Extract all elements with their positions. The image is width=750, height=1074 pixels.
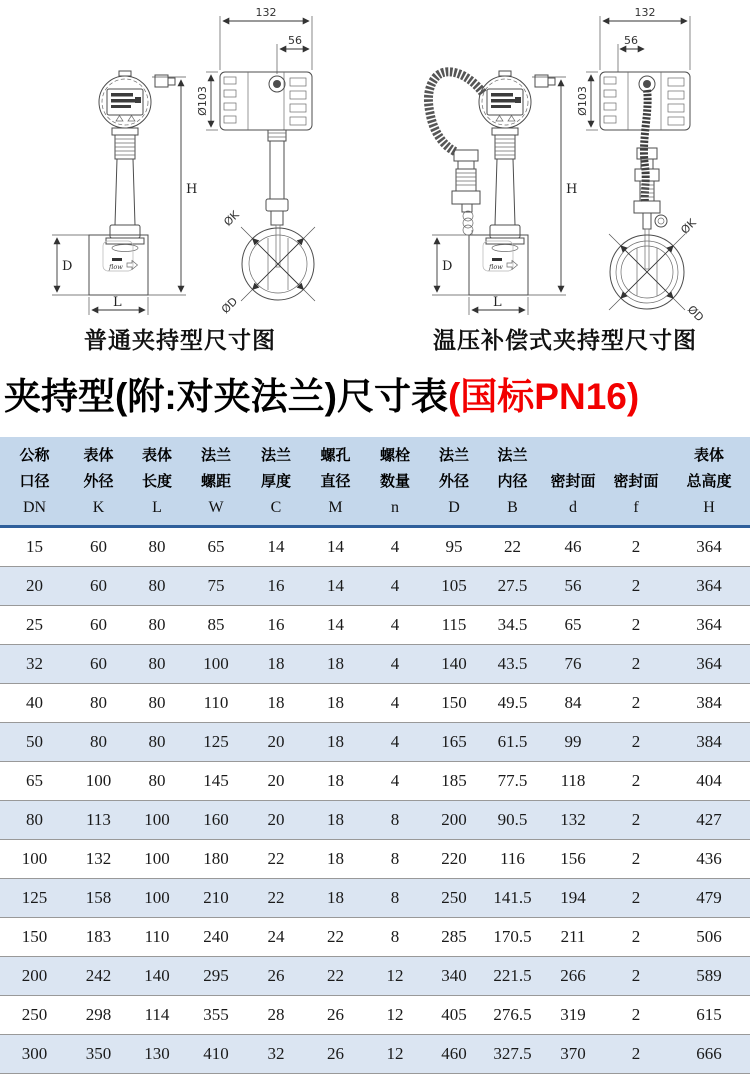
table-cell: 4 — [390, 615, 400, 634]
table-cell: 2 — [631, 654, 641, 673]
table-header-row — [0, 437, 750, 527]
table-cell: 60 — [90, 654, 107, 673]
table-row — [0, 567, 750, 606]
table-cell: 200 — [441, 810, 467, 829]
table-cell: 18 — [327, 771, 344, 790]
table-cell: 77.5 — [497, 771, 528, 790]
table-cell: 170.5 — [493, 927, 532, 946]
side-view-compensated — [576, 6, 706, 324]
table-cell: 65 — [26, 771, 43, 790]
table-cell: 160 — [203, 810, 229, 829]
table-cell: 26 — [267, 966, 285, 985]
table-cell: 84 — [564, 693, 582, 712]
table-cell: 156 — [560, 849, 586, 868]
table-row — [0, 840, 750, 879]
table-cell: 150 — [441, 693, 467, 712]
table-cell: 295 — [203, 966, 229, 985]
table-cell: 436 — [696, 849, 722, 868]
dimension-table — [0, 437, 750, 1074]
table-row — [0, 996, 750, 1035]
table-cell: 114 — [144, 1005, 170, 1024]
table-cell: 100 — [144, 849, 170, 868]
table-cell: 22 — [327, 927, 344, 946]
table-cell: 34.5 — [497, 615, 528, 634]
column-header: 密封面 d — [550, 473, 596, 516]
table-cell: 15 — [26, 537, 43, 556]
table-cell: 80 — [148, 732, 166, 751]
table-cell: 115 — [441, 615, 467, 634]
dim-label-head-dia: Ø103 — [576, 86, 589, 116]
table-cell: 49.5 — [497, 693, 528, 712]
table-cell: 60 — [90, 615, 107, 634]
table-cell: 2 — [631, 732, 641, 751]
table-cell: 46 — [564, 537, 582, 556]
table-cell: 4 — [390, 537, 400, 556]
table-cell: 300 — [21, 1044, 48, 1063]
table-cell: 4 — [390, 771, 400, 790]
dim-label-56: 56 — [288, 34, 302, 47]
title-highlight: (国标PN16) — [447, 376, 640, 417]
table-cell: 132 — [85, 849, 112, 868]
table-cell: 16 — [267, 576, 285, 595]
table-cell: 125 — [21, 888, 48, 907]
table-cell: 25 — [26, 615, 43, 634]
table-cell: 110 — [144, 927, 170, 946]
table-cell: 2 — [631, 849, 641, 868]
table-cell: 250 — [441, 888, 467, 907]
table-cell: 405 — [441, 1005, 467, 1024]
table-cell: 14 — [327, 576, 344, 595]
table-cell: 20 — [267, 732, 285, 751]
table-cell: 61.5 — [497, 732, 528, 751]
table-cell: 2 — [631, 966, 641, 985]
table-cell: 319 — [560, 1005, 586, 1024]
table-cell: 242 — [85, 966, 112, 985]
column-header: 法兰 外径 D — [438, 447, 469, 516]
table-cell: 2 — [631, 693, 641, 712]
table-cell: 20 — [26, 576, 43, 595]
table-cell: 150 — [21, 927, 48, 946]
caption-normal-type: 普通夹持型尺寸图 — [84, 327, 276, 353]
table-cell: 22 — [267, 849, 285, 868]
table-cell: 266 — [560, 966, 586, 985]
table-cell: 100 — [144, 810, 170, 829]
table-cell: 90.5 — [497, 810, 528, 829]
column-header: 法兰 内径 B — [497, 447, 528, 516]
table-cell: 355 — [203, 1005, 229, 1024]
table-cell: 141.5 — [493, 888, 532, 907]
table-cell: 404 — [696, 771, 722, 790]
table-row — [0, 918, 750, 957]
table-cell: 132 — [560, 810, 586, 829]
table-cell: 615 — [696, 1005, 722, 1024]
table-cell: 140 — [441, 654, 467, 673]
table-cell: 589 — [696, 966, 722, 985]
table-row — [0, 879, 750, 918]
table-cell: 95 — [445, 537, 463, 556]
table-cell: 22 — [504, 537, 521, 556]
table-cell: 105 — [441, 576, 467, 595]
table-cell: 80 — [90, 732, 107, 751]
table-cell: 56 — [564, 576, 582, 595]
table-cell: 460 — [441, 1044, 467, 1063]
table-cell: 183 — [85, 927, 112, 946]
table-cell: 18 — [327, 693, 344, 712]
table-cell: 18 — [327, 849, 344, 868]
table-cell: 12 — [386, 1044, 404, 1063]
table-cell: 2 — [631, 771, 641, 790]
side-view-normal — [196, 6, 315, 316]
table-cell: 364 — [696, 537, 722, 556]
column-header: 密封面 f — [613, 473, 659, 516]
table-cell: 2 — [631, 1005, 641, 1024]
table-cell: 32 — [26, 654, 43, 673]
table-cell: 427 — [696, 810, 722, 829]
table-cell: 14 — [327, 537, 344, 556]
table-cell: 85 — [207, 615, 225, 634]
table-cell: 194 — [560, 888, 586, 907]
table-cell: 506 — [696, 927, 722, 946]
table-cell: 43.5 — [497, 654, 528, 673]
table-cell: 165 — [441, 732, 467, 751]
table-cell: 20 — [267, 810, 285, 829]
table-cell: 80 — [148, 693, 166, 712]
table-cell: 40 — [26, 693, 43, 712]
dim-label-flange-dia: ØD — [684, 302, 707, 325]
table-row — [0, 723, 750, 762]
column-header: 法兰 厚度 C — [260, 447, 291, 516]
dim-label-bolt-circle: ØK — [678, 216, 699, 237]
table-cell: 285 — [441, 927, 467, 946]
table-cell: 110 — [203, 693, 229, 712]
table-cell: 221.5 — [493, 966, 532, 985]
front-view-compensated — [432, 71, 577, 315]
table-cell: 276.5 — [493, 1005, 532, 1024]
table-cell: 8 — [390, 849, 400, 868]
table-cell: 4 — [390, 732, 400, 751]
table-cell: 80 — [90, 693, 107, 712]
table-cell: 65 — [207, 537, 225, 556]
table-cell: 250 — [21, 1005, 48, 1024]
dim-label-132: 132 — [255, 6, 277, 19]
table-cell: 2 — [631, 1044, 641, 1063]
table-cell: 200 — [21, 966, 48, 985]
table-cell: 364 — [696, 615, 722, 634]
table-cell: 80 — [148, 771, 166, 790]
table-cell: 2 — [631, 576, 641, 595]
table-cell: 22 — [267, 888, 285, 907]
table-cell: 80 — [148, 576, 166, 595]
table-cell: 100 — [144, 888, 170, 907]
table-cell: 185 — [441, 771, 467, 790]
table-cell: 50 — [26, 732, 43, 751]
table-cell: 2 — [631, 537, 641, 556]
table-cell: 364 — [696, 576, 722, 595]
table-row — [0, 645, 750, 684]
table-cell: 100 — [85, 771, 112, 790]
table-cell: 4 — [390, 693, 400, 712]
page-title — [4, 366, 750, 420]
column-header: 表体 总高度 H — [686, 447, 732, 516]
table-cell: 140 — [144, 966, 170, 985]
table-cell: 28 — [267, 1005, 285, 1024]
table-cell: 26 — [327, 1044, 344, 1063]
front-view-normal — [52, 71, 197, 315]
table-cell: 12 — [386, 1005, 404, 1024]
table-cell: 364 — [696, 654, 722, 673]
table-cell: 350 — [85, 1044, 112, 1063]
table-cell: 2 — [631, 888, 641, 907]
table-cell: 27.5 — [497, 576, 528, 595]
table-cell: 24 — [267, 927, 285, 946]
temp-pressure-probe — [428, 72, 483, 235]
caption-compensated-type: 温压补偿式夹持型尺寸图 — [433, 327, 697, 353]
table-cell: 18 — [327, 888, 344, 907]
table-cell: 211 — [560, 927, 586, 946]
support-tube-side — [270, 141, 284, 199]
table-cell: 327.5 — [493, 1044, 532, 1063]
table-cell: 370 — [560, 1044, 586, 1063]
table-cell: 26 — [327, 1005, 344, 1024]
table-cell: 479 — [696, 888, 722, 907]
table-cell: 12 — [386, 966, 404, 985]
table-cell: 18 — [267, 693, 285, 712]
column-header: 螺孔 直径 M — [320, 447, 351, 516]
table-cell: 125 — [203, 732, 229, 751]
table-cell: 116 — [500, 849, 525, 868]
table-cell: 100 — [21, 849, 48, 868]
table-cell: 240 — [203, 927, 229, 946]
table-cell: 80 — [26, 810, 43, 829]
technical-drawings — [0, 0, 750, 360]
table-cell: 2 — [631, 615, 641, 634]
table-cell: 60 — [90, 576, 107, 595]
table-cell: 2 — [631, 927, 641, 946]
table-cell: 220 — [441, 849, 467, 868]
dim-label-56: 56 — [624, 34, 638, 47]
table-cell: 60 — [90, 537, 107, 556]
table-cell: 16 — [267, 615, 285, 634]
dim-label-bolt-circle: ØK — [221, 208, 242, 229]
table-cell: 384 — [696, 693, 722, 712]
table-cell: 130 — [144, 1044, 170, 1063]
table-cell: 4 — [390, 576, 400, 595]
table-cell: 32 — [267, 1044, 285, 1063]
column-header: 公称 口径 DN — [19, 447, 50, 516]
table-cell: 20 — [267, 771, 285, 790]
table-cell: 18 — [327, 810, 344, 829]
table-cell: 80 — [148, 537, 166, 556]
table-cell: 14 — [267, 537, 285, 556]
table-cell: 410 — [203, 1044, 229, 1063]
table-cell: 8 — [390, 888, 400, 907]
table-row — [0, 1035, 750, 1074]
table-cell: 18 — [327, 732, 344, 751]
table-cell: 18 — [267, 654, 285, 673]
table-cell: 22 — [327, 966, 344, 985]
column-header: 法兰 螺距 W — [200, 447, 231, 516]
table-cell: 99 — [564, 732, 582, 751]
table-cell: 100 — [203, 654, 229, 673]
table-cell: 80 — [148, 615, 166, 634]
table-row — [0, 527, 750, 567]
column-header: 螺栓 数量 n — [379, 447, 410, 516]
table-cell: 340 — [441, 966, 467, 985]
table-cell: 666 — [696, 1044, 722, 1063]
table-cell: 75 — [207, 576, 225, 595]
table-row — [0, 762, 750, 801]
table-cell: 14 — [327, 615, 344, 634]
table-cell: 118 — [560, 771, 586, 790]
dim-label-flange-dia: ØD — [218, 294, 241, 317]
column-header: 表体 外径 K — [83, 447, 114, 516]
table-cell: 384 — [696, 732, 722, 751]
flexible-conduit — [428, 72, 483, 152]
neck-corrugation-side — [268, 130, 286, 141]
table-row — [0, 957, 750, 996]
table-cell: 180 — [203, 849, 229, 868]
table-row — [0, 684, 750, 723]
fitting-ring — [655, 215, 667, 227]
dim-label-132: 132 — [634, 6, 656, 19]
table-cell: 18 — [327, 654, 344, 673]
title-main: 夹持型(附:对夹法兰)尺寸表 — [4, 376, 448, 417]
table-cell: 4 — [390, 654, 400, 673]
table-cell: 210 — [203, 888, 229, 907]
table-cell: 65 — [564, 615, 582, 634]
table-cell: 2 — [631, 810, 641, 829]
table-cell: 158 — [85, 888, 112, 907]
head-housing-side — [220, 72, 312, 130]
table-row — [0, 606, 750, 645]
table-cell: 8 — [390, 927, 400, 946]
sensor-bar — [276, 225, 280, 267]
dim-label-head-dia: Ø103 — [196, 86, 209, 116]
table-cell: 145 — [203, 771, 229, 790]
column-header: 表体 长度 L — [141, 447, 172, 516]
table-row — [0, 801, 750, 840]
table-cell: 298 — [85, 1005, 112, 1024]
table-cell: 80 — [148, 654, 166, 673]
table-cell: 8 — [390, 810, 400, 829]
table-cell: 76 — [564, 654, 582, 673]
table-cell: 113 — [86, 810, 111, 829]
